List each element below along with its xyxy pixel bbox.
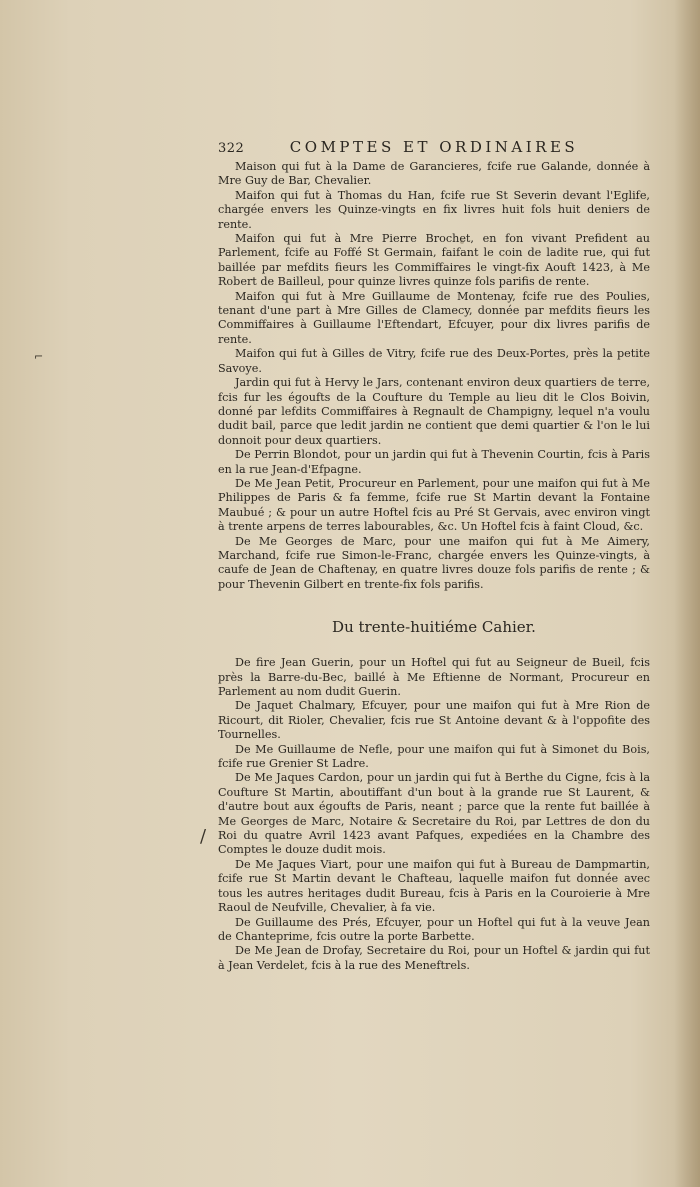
section-title: Du trente-huitiéme Cahier. bbox=[332, 618, 536, 637]
entry-paragraph: Maifon qui fut à Gilles de Vitry, fcife rue des Deux-Portes, près la petite Savoye. bbox=[218, 347, 650, 375]
entry-paragraph: De Jaquet Chalmary, Efcuyer, pour une maifon qui fut à Mre Rion de Ricourt, dit Rioler, Chevalier, fcis rue St Antoine devant & à l'oppofite des Tournelles. bbox=[218, 699, 650, 742]
entry-paragraph: De Me Guillaume de Nefle, pour une maifon qui fut à Simonet du Bois, fcife rue Grenier St Ladre. bbox=[218, 742, 650, 771]
entry-paragraph: Maifon qui fut à Mre Pierre Brochet, en fon vivant Prefident au Parlement, fcife au Foffé St Germain, faifant le coin de ladite rue, qui fut baillée par mefdits fieurs les Commiffaires le vingt-fix Aouft 1423, à Me Robert de Bailleul, pour quinze livres quinze fols parifis de rente. bbox=[218, 232, 650, 289]
entry-paragraph: De Me Jean de Drofay, Secretaire du Roi, pour un Hoftel & jardin qui fut à Jean Verdelet, fcis à la rue des Meneftrels. bbox=[218, 944, 650, 972]
text-block bbox=[218, 140, 650, 973]
page-header bbox=[218, 140, 650, 158]
entry-paragraph: De Me Jaques Cardon, pour un jardin qui fut à Berthe du Cigne, fcis à la Coufture St Martin, aboutiffant d'un bout à la grande rue St Laurent, & d'autre bout aux égoufts de Paris, neant ; parce que la rente fut baillée à Me Georges de Marc, Notaire & Secretaire du Roi, par Lettres de don du Roi du quatre Avril 1423 avant Pafques, expediées en la Chambre des Comptes le douze dudit mois. bbox=[218, 771, 650, 857]
entry-paragraph: Maison qui fut à la Dame de Garancieres, fcife rue Galande, donnée à Mre Guy de Bar, Chevalier. bbox=[218, 160, 650, 188]
entry-paragraph: De Me Georges de Marc, pour une maifon qui fut à Me Aimery, Marchand, fcife rue Simon-le-Franc, chargée envers les Quinze-vingts, à caufe de Jean de Chaftenay, en quatre livres douze fols parifis de rente ; & pour Thevenin Gilbert en trente-fix fols parifis. bbox=[218, 534, 650, 591]
entry-paragraph: De Guillaume des Prés, Efcuyer, pour un Hoftel qui fut à la veuve Jean de Chanteprime, fcis outre la porte Barbette. bbox=[218, 915, 650, 943]
entries-after bbox=[218, 656, 650, 973]
entry-paragraph: De Me Jaques Viart, pour une maifon qui fut à Bureau de Dampmartin, fcife rue St Martin devant le Chafteau, laquelle maifon fut donnée avec tous les autres heritages dudit Bureau, fcis à Paris en la Couroierie à Mre Raoul de Neufville, Chevalier, à fa vie. bbox=[218, 857, 650, 915]
entry-paragraph: Jardin qui fut à Hervy le Jars, contenant environ deux quartiers de terre, fcis fur les égoufts de la Coufture du Temple au lieu dit le Clos Boivin, donné par lefdits Commiffaires à Regnault de Champigny, lequel n'a voulu dudit bail, parce que ledit jardin ne contient que demi quartier & l'on le lui donnoit pour deux quartiers. bbox=[218, 376, 650, 447]
entry-paragraph: De Perrin Blondot, pour un jardin qui fut à Thevenin Courtin, fcis à Paris en la rue Jean-d'Efpagne. bbox=[218, 448, 650, 476]
entry-paragraph: De Me Jean Petit, Procureur en Parlement, pour une maifon qui fut à Me Philippes de Paris & fa femme, fcife rue St Martin devant la Fontaine Maubué ; & pour un autre Hoftel fcis au Pré St Gervais, avec environ vingt à trente arpens de terres labourables, &c. Un Hoftel fcis à faint Cloud, &c. bbox=[218, 476, 650, 534]
entry-paragraph: De fire Jean Guerin, pour un Hoftel qui fut au Seigneur de Bueil, fcis près la Barre-du-Bec, baillé à Me Eftienne de Normant, Procureur en Parlement au nom dudit Guerin. bbox=[218, 656, 650, 698]
entry-paragraph: Maifon qui fut à Mre Guillaume de Montenay, fcife rue des Poulies, tenant d'une part à Mre Gilles de Clamecy, donnée par mefdits fieurs les Commiffaires à Guillaume l'Eftendart, Efcuyer, pour dix livres parifis de rente. bbox=[218, 289, 650, 346]
entry-paragraph: Maifon qui fut à Thomas du Han, fcife rue St Severin devant l'Eglife, chargée envers les Quinze-vingts en fix livres huit fols huit deniers de rente. bbox=[218, 188, 650, 231]
entries-before bbox=[218, 160, 650, 592]
page-gutter-shadow bbox=[674, 0, 700, 1187]
margin-mark-slash: / bbox=[200, 826, 207, 847]
margin-mark-left: ⌐ bbox=[34, 350, 44, 363]
running-title: COMPTES ET ORDINAIRES bbox=[289, 138, 579, 156]
page-number: 322 bbox=[218, 141, 245, 156]
